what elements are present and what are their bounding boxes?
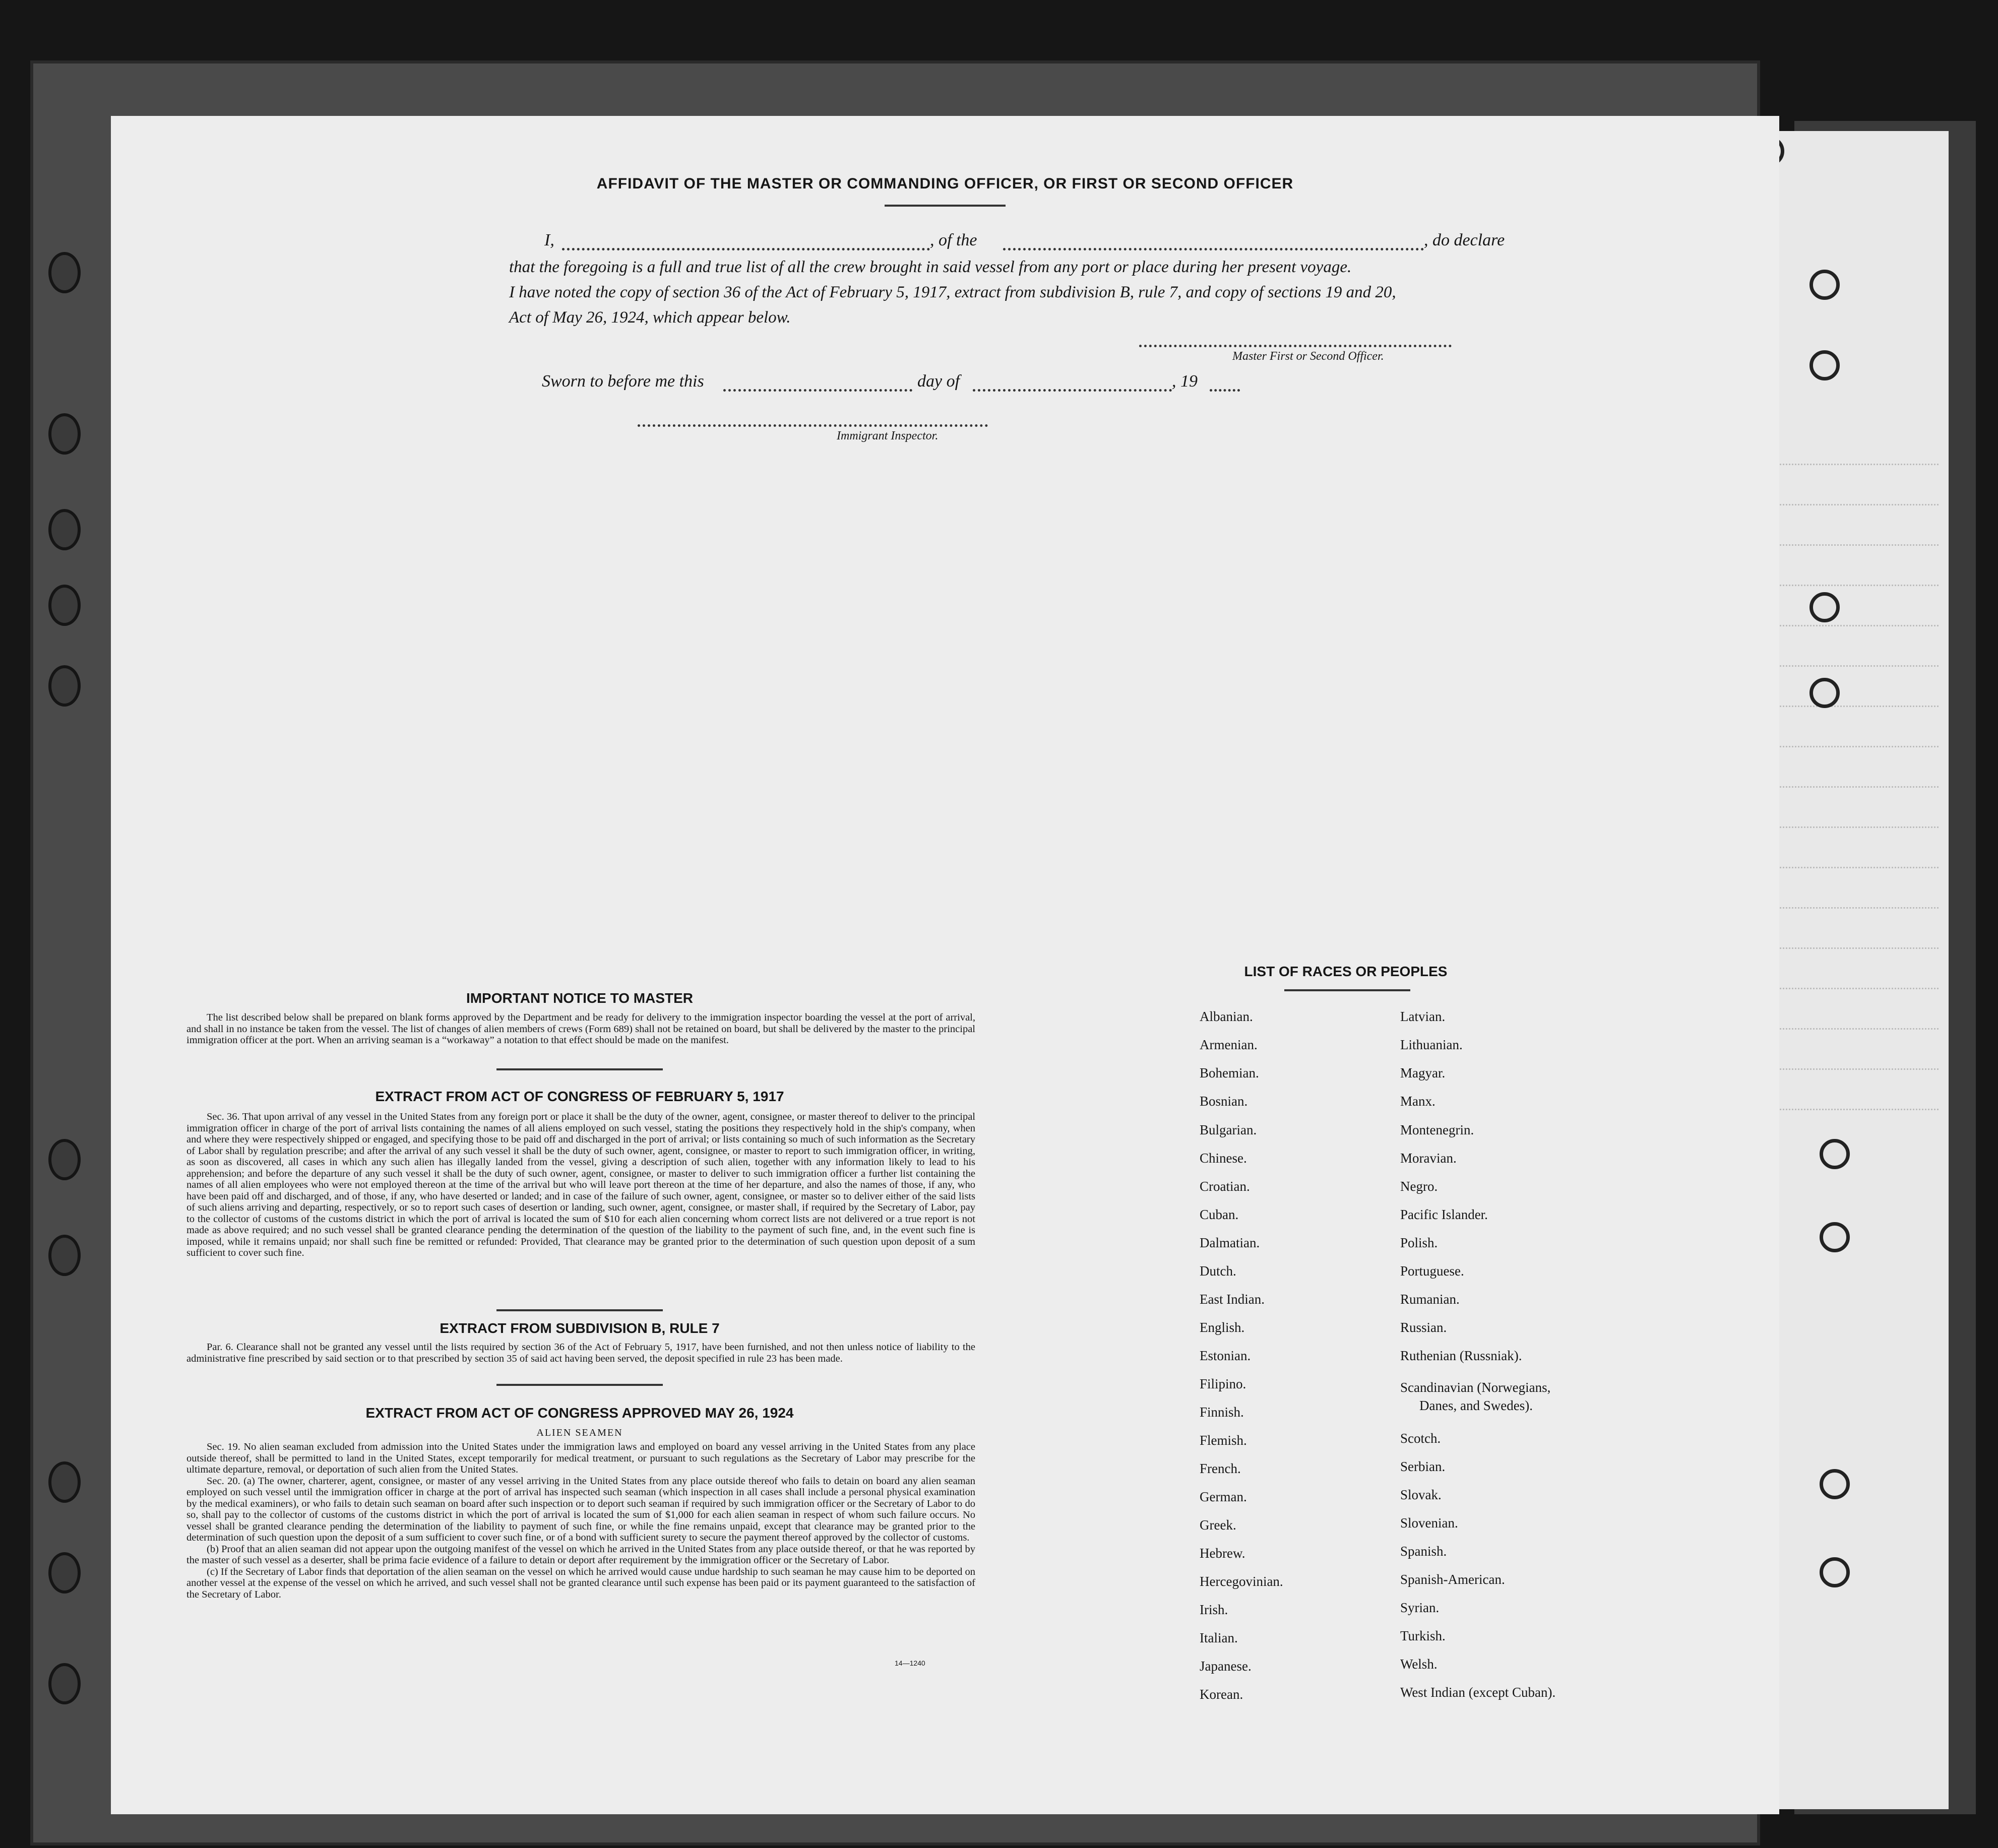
race-polish: Polish. xyxy=(1400,1235,1438,1250)
race-croatian: Croatian. xyxy=(1200,1179,1250,1194)
race-english: English. xyxy=(1200,1320,1245,1335)
binder-hole xyxy=(1820,1469,1850,1499)
affidavit-line-2: that the foregoing is a full and true list of all the crew brought in said vessel from any port or place during her present voyage. xyxy=(509,258,1352,276)
binder-hole xyxy=(1809,270,1840,300)
extract-rule7-title: EXTRACT FROM SUBDIVISION B, RULE 7 xyxy=(440,1320,720,1336)
binder-hole xyxy=(48,665,81,707)
vessel-blank[interactable] xyxy=(1003,248,1424,250)
affidavit-do-declare: , do declare xyxy=(1424,231,1505,249)
name-blank[interactable] xyxy=(562,248,930,250)
extract-rule7-rule xyxy=(496,1384,663,1386)
affidavit-line-3: I have noted the copy of section 36 of the Act of February 5, 1917, extract from subdivision B, rule 7, and copy of sections 19 and 20, xyxy=(509,283,1396,301)
race-armenian: Armenian. xyxy=(1200,1037,1258,1052)
affidavit-of-the: , of the xyxy=(930,231,977,249)
binder-hole xyxy=(1809,678,1840,708)
race-syrian: Syrian. xyxy=(1400,1600,1440,1615)
extract-1917-rule xyxy=(496,1309,663,1311)
race-bulgarian: Bulgarian. xyxy=(1200,1122,1257,1137)
race-scandinavian-cont: Danes, and Swedes). xyxy=(1419,1398,1533,1413)
master-signature-line[interactable] xyxy=(1139,345,1452,347)
master-signature-label: Master First or Second Officer. xyxy=(1232,350,1384,363)
inspector-label: Immigrant Inspector. xyxy=(837,429,939,442)
binder-hole xyxy=(48,252,81,293)
race-slovak: Slovak. xyxy=(1400,1487,1442,1502)
sec19-paragraph: Sec. 19. No alien seaman excluded from admission into the United States under the immigration laws and employed on board any vessel arriving in the United States from any place outside thereof, shall be permitted to land in the United States, except temporarily for medical treatment, or pursuant to such regulations as the Secretary of Labor may prescribe for the ultimate departure, removal, or deportation of such alien from the United States. xyxy=(186,1441,975,1475)
affidavit-title-rule xyxy=(885,205,1006,207)
race-german: German. xyxy=(1200,1489,1247,1504)
race-finnish: Finnish. xyxy=(1200,1405,1244,1420)
sec20b-paragraph: (b) Proof that an alien seaman did not appear upon the outgoing manifest of the vessel on which he arrived in the United States from any place outside thereof, or that he was reported by the master of such vessel as a deserter, shall be prima facie evidence of a failure to detain or deport after requirement by the immigration officer or the Secretary of Labor. xyxy=(186,1543,975,1566)
day-of-label: day of xyxy=(917,372,960,391)
race-filipino: Filipino. xyxy=(1200,1376,1246,1391)
race-scotch: Scotch. xyxy=(1400,1431,1441,1446)
race-rumanian: Rumanian. xyxy=(1400,1292,1460,1307)
sec20a-paragraph: Sec. 20. (a) The owner, charterer, agent, consignee, or master of any vessel arriving in the United States from any place outside thereof who fails to detain on board any alien seaman employed on such vessel until the immigration officer in charge at the port of arrival has inspected such seaman (which inspection in all cases shall include a personal physical examination by the medical examiners), or who fails to detain such seaman on board after such inspection or to deport such seaman if required by such immigration officer or the Secretary of Labor to do so, shall pay to the collector of customs of the customs district in which the port of arrival is located the sum of $1,000 for each alien seaman in respect of whom such failure occurs. No vessel shall be granted clearance pending the determination of the liability to payment of such fine, or while the fine remains unpaid, except that clearance may be granted prior to the determination of such question upon the deposit of a sum sufficient to cover such fine, or of a bond with sufficient surety to secure the payment thereof approved by the collector of customs. xyxy=(186,1475,975,1543)
race-montenegrin: Montenegrin. xyxy=(1400,1122,1474,1137)
form-number: 14—1240 xyxy=(895,1659,925,1667)
extract-1924-body xyxy=(186,1441,975,1600)
race-japanese: Japanese. xyxy=(1200,1659,1252,1674)
race-moravian: Moravian. xyxy=(1400,1151,1457,1166)
race-dutch: Dutch. xyxy=(1200,1263,1236,1279)
sec36-paragraph: Sec. 36. That upon arrival of any vessel in the United States from any foreign port or place it shall be the duty of the owner, agent, consignee, or master thereof to deliver to the principal immigration officer in charge of the port of arrival lists containing the names of all aliens employed on such vessel, stating the positions they respectively hold in the ship's company, when and where they were respectively shipped or engaged, and specifying those to be paid off and discharged in the port of arrival; or lists containing so much of such information as the Secretary of Labor shall by regulation prescribe; and after the arrival of any such vessel it shall be the duty of such owner, agent, consignee, or master to report to such immigration officer, in writing, as soon as discovered, all cases in which any such alien has illegally landed from the vessel, giving a description of such alien, together with any information likely to lead to his apprehension; and before the departure of any such vessel it shall be the duty of such owner, agent, consignee, or master to deliver to such immigration officer a further list containing the names of all alien employees who were not employed thereon at the time of the arrival but who will leave port thereon at the time of her departure, and also the names of those, if any, who have been paid off and discharged, and of those, if any, who have deserted or landed; and in case of the failure of such owner, agent, consignee, or master so to deliver either of the said lists of such aliens arriving and departing, respectively, or so to report such cases of desertion or landing, such owner, agent, consignee, or master shall, if required by the Secretary of Labor, pay to the collector of customs of the customs district in which the port of arrival is located the sum of $10 for each alien concerning whom correct lists are not delivered or a true report is not made as above required; and no such vessel shall be granted clearance pending the determination of the question of the liability to the payment of such fine, and, in the event such fine is imposed, while it remains unpaid; nor shall such fine be remitted or refunded: Provided, That clearance may be granted prior to the determination of such question upon deposit of a sum sufficient to cover such fine. xyxy=(186,1111,975,1258)
race-slovenian: Slovenian. xyxy=(1400,1515,1458,1531)
year-blank[interactable] xyxy=(1210,389,1240,392)
binder-hole xyxy=(1809,592,1840,622)
race-portuguese: Portuguese. xyxy=(1400,1263,1464,1279)
race-chinese: Chinese. xyxy=(1200,1151,1247,1166)
notice-title: IMPORTANT NOTICE TO MASTER xyxy=(466,990,694,1006)
race-spanish: Spanish. xyxy=(1400,1544,1447,1559)
race-scandinavian: Scandinavian (Norwegians, xyxy=(1400,1380,1551,1395)
race-dalmatian: Dalmatian. xyxy=(1200,1235,1260,1250)
race-french: French. xyxy=(1200,1461,1241,1476)
binder-hole xyxy=(48,585,81,626)
inspector-signature-line[interactable] xyxy=(638,424,988,427)
race-estonian: Estonian. xyxy=(1200,1348,1251,1363)
races-title-rule xyxy=(1284,989,1410,991)
binder-hole xyxy=(48,413,81,455)
notice-body xyxy=(186,1012,975,1046)
par6-paragraph: Par. 6. Clearance shall not be granted any vessel until the lists required by section 36 of the Act of February 5, 1917, have been furnished, and not then unless notice of liability to the administrative fine prescribed by said section or to that prescribed by section 35 of said act having been served, the deposit specified in rule 23 has been made. xyxy=(186,1342,975,1364)
race-flemish: Flemish. xyxy=(1200,1433,1247,1448)
race-ruthenian: Ruthenian (Russniak). xyxy=(1400,1348,1522,1363)
race-latvian: Latvian. xyxy=(1400,1009,1446,1024)
race-manx: Manx. xyxy=(1400,1094,1435,1109)
affidavit-line-4: Act of May 26, 1924, which appear below. xyxy=(509,308,791,327)
extract-rule7-body xyxy=(186,1342,975,1364)
race-italian: Italian. xyxy=(1200,1630,1238,1645)
binder-hole xyxy=(48,509,81,550)
race-pacific-islander: Pacific Islander. xyxy=(1400,1207,1488,1222)
affidavit-i: I, xyxy=(544,231,554,249)
race-hercegovinian: Hercegovinian. xyxy=(1200,1574,1283,1589)
race-greek: Greek. xyxy=(1200,1517,1236,1533)
race-albanian: Albanian. xyxy=(1200,1009,1253,1024)
extract-1917-body xyxy=(186,1111,975,1259)
binder-hole xyxy=(48,1139,81,1180)
race-russian: Russian. xyxy=(1400,1320,1447,1335)
binder-hole xyxy=(48,1663,81,1704)
sworn-before-label: Sworn to before me this xyxy=(542,372,704,391)
notice-paragraph: The list described below shall be prepared on blank forms approved by the Department and be ready for delivery to the immigration inspector boarding the vessel at the port of arrival, and shall in no instance be taken from the vessel. The list of changes of alien members of crews (Form 689) shall not be retained on board, but shall be delivered by the master to the principal immigration officer at the port. When an arriving seaman is a “workaway” a notation to that effect should be made on the manifest. xyxy=(186,1012,975,1046)
races-title: LIST OF RACES OR PEOPLES xyxy=(1244,964,1448,979)
binder-hole xyxy=(1820,1222,1850,1252)
binder-hole xyxy=(1820,1557,1850,1587)
race-east-indian: East Indian. xyxy=(1200,1292,1265,1307)
race-west-indian: West Indian (except Cuban). xyxy=(1400,1685,1556,1700)
race-magyar: Magyar. xyxy=(1400,1065,1446,1080)
sworn-day-blank[interactable] xyxy=(723,389,912,392)
document-page xyxy=(111,116,1779,1814)
sec20c-paragraph: (c) If the Secretary of Labor finds that deportation of the alien seaman on the vessel on which he arrived would cause undue hardship to such seaman he may cause him to be deported on another vessel at the expense of the vessel on which he arrived, and such vessel shall not be granted clearance until such expense has been paid or its payment guaranteed to the satisfaction of the Secretary of Labor. xyxy=(186,1566,975,1600)
binder-hole xyxy=(48,1552,81,1594)
race-negro: Negro. xyxy=(1400,1179,1438,1194)
binder-hole xyxy=(1809,350,1840,380)
race-turkish: Turkish. xyxy=(1400,1628,1446,1643)
affidavit-title: AFFIDAVIT OF THE MASTER OR COMMANDING OFFICER, OR FIRST OR SECOND OFFICER xyxy=(596,175,1294,192)
race-spanish-american: Spanish-American. xyxy=(1400,1572,1505,1587)
binder-hole xyxy=(1820,1139,1850,1169)
race-bosnian: Bosnian. xyxy=(1200,1094,1248,1109)
extract-1924-title: EXTRACT FROM ACT OF CONGRESS APPROVED MAY 26, 1924 xyxy=(365,1405,794,1421)
race-irish: Irish. xyxy=(1200,1602,1228,1617)
extract-1924-subtitle: ALIEN SEAMEN xyxy=(536,1427,623,1438)
extract-1917-title: EXTRACT FROM ACT OF CONGRESS OF FEBRUARY 5, 1917 xyxy=(375,1089,784,1104)
binder-hole xyxy=(48,1461,81,1503)
race-bohemian: Bohemian. xyxy=(1200,1065,1259,1080)
binder-hole xyxy=(48,1235,81,1276)
sworn-month-blank[interactable] xyxy=(973,389,1172,392)
notice-rule xyxy=(496,1068,663,1070)
race-serbian: Serbian. xyxy=(1400,1459,1446,1474)
race-korean: Korean. xyxy=(1200,1687,1243,1702)
race-hebrew: Hebrew. xyxy=(1200,1546,1245,1561)
race-welsh: Welsh. xyxy=(1400,1656,1438,1672)
race-lithuanian: Lithuanian. xyxy=(1400,1037,1463,1052)
race-cuban: Cuban. xyxy=(1200,1207,1239,1222)
year-prefix: , 19 xyxy=(1172,372,1198,391)
